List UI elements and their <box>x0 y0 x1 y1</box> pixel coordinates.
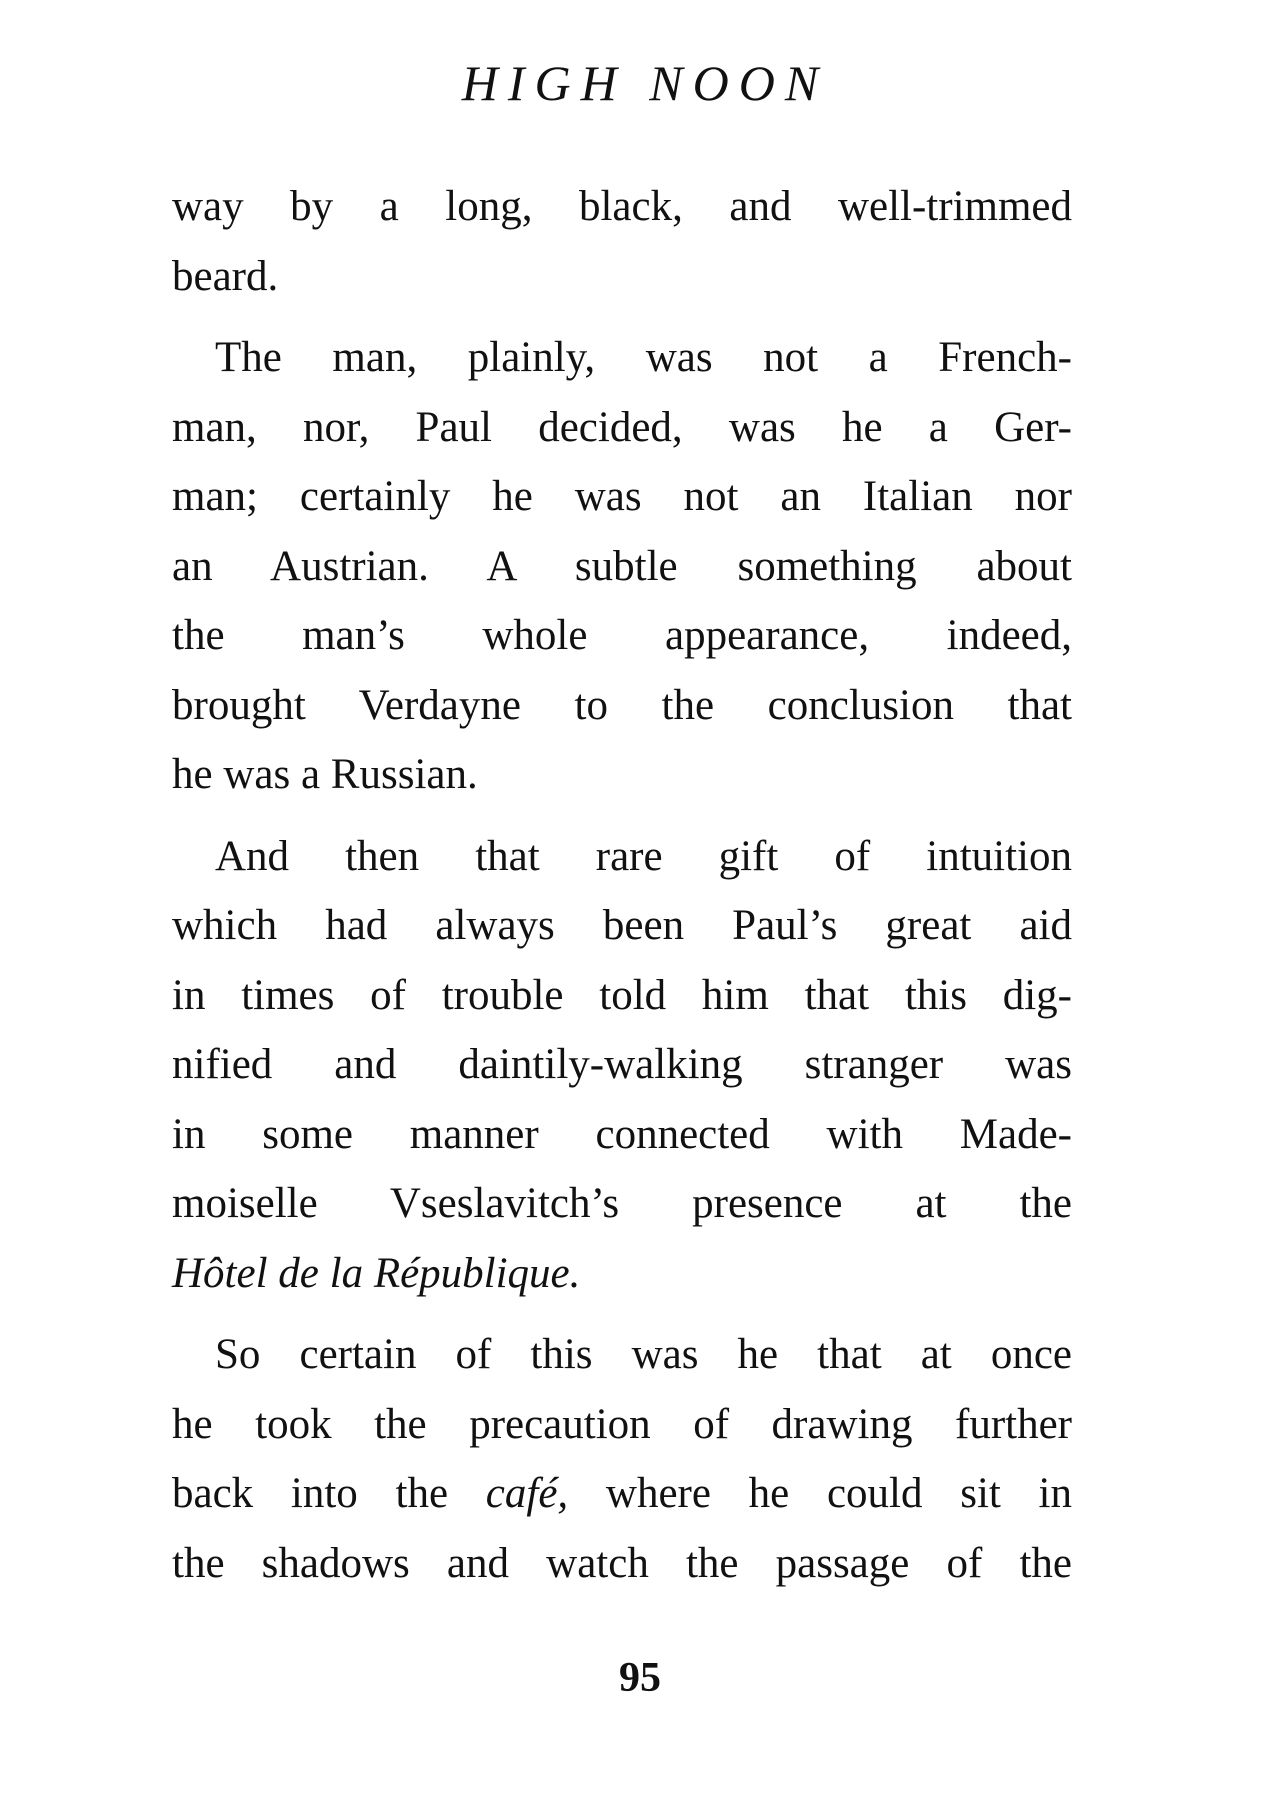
text-line: The man, plainly, was not a French- <box>215 334 1072 381</box>
text-line: And then that rare gift of intuition <box>215 832 1072 880</box>
body-text <box>172 172 1072 1598</box>
text-line: in times of trouble told him that this dig- <box>172 971 1072 1019</box>
text-segment: where he could sit in <box>605 1470 1073 1517</box>
paragraph <box>172 1320 1072 1598</box>
text-line: in some manner connected with Made- <box>172 1110 1072 1158</box>
italic-hotel-name: Hôtel de la République. <box>172 1249 581 1297</box>
text-line: moiselle Vseslavitch’s presence at the <box>172 1180 1072 1227</box>
text-line: the shadows and watch the passage of the <box>172 1539 1072 1587</box>
text-line: which had always been Paul’s great aid <box>172 902 1072 949</box>
text-line: the man’s whole appearance, indeed, <box>172 612 1072 659</box>
text-line <box>172 1459 1072 1529</box>
text-line: he took the precaution of drawing further <box>172 1400 1072 1448</box>
text-line: he was a Russian. <box>172 751 478 798</box>
text-line: brought Verdayne to the conclusion that <box>172 681 1072 729</box>
text-line: man; certainly he was not an Italian nor <box>172 473 1072 520</box>
text-line: beard. <box>172 252 279 300</box>
italic-word: café, <box>485 1470 569 1517</box>
text-line: nified and daintily-walking stranger was <box>172 1041 1072 1088</box>
text-line: an Austrian. A subtle something about <box>172 542 1072 590</box>
paragraph <box>172 822 1072 1309</box>
page-number: 95 <box>619 1655 661 1701</box>
text-line: man, nor, Paul decided, was he a Ger- <box>172 403 1072 451</box>
paragraph <box>172 323 1072 810</box>
running-head: HIGH NOON <box>461 55 829 111</box>
text-segment: back into the <box>172 1470 449 1517</box>
paragraph <box>172 172 1072 311</box>
text-line: So certain of this was he that at once <box>215 1331 1072 1378</box>
text-line: way by a long, black, and well-trimmed <box>172 183 1072 230</box>
